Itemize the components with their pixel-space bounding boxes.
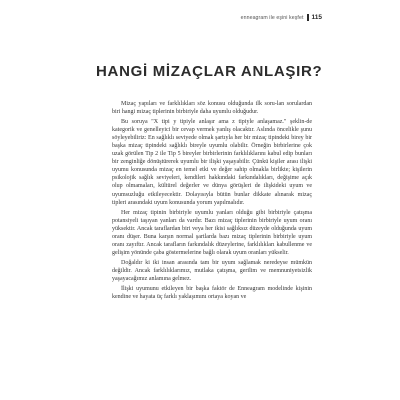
paragraph: İlişki uyumunu etkileyen bir başka faktör de Enneagram modelinde kişinin kendine ve hayata üç farklı yaklaşımını ortaya koyan ve (112, 286, 312, 301)
chapter-title: HANGİ MİZAÇLAR ANLAŞIR? (96, 63, 323, 80)
body-text (112, 100, 312, 303)
paragraph: Bu soruya "X tipi y tipiyle anlaşır ama z tipiyle anlaşamaz." şeklin-de kategorik ve genelleyici bir cevap vermek yanlış olacaktır. Aslında öncelikle şunu söyleyebiliriz: En sağlıklı seviyede olmak şartıyla her bir mizaç tipindeki birey bir başka mizaç tipindeki sağlıklı bireyle uyumlu olabilir. Örneğin birbirlerine çok uzak görülen Tip 2 ile Tip 5 bireyler birbirlerinin farklılıklarını kabul edip bunları bir zenginliğe dönüştürerek uyumlu bir ilişki yaşayabilir. Çünkü kişiler arası ilişki uyumu konusunda mizaç en temel etki ve değer sahip olmakla birlikte; kişilerin psikolojik sağlık seviyeleri, kendileri hakkındaki farkındalıkları, değişime açık olup olmamaları, kültürel değerler ve dünya görüşleri de ilişkideki uyum ve uyumsuzluğu etkileyecektir. Dolayısıyla bütün bunlar dikkate alınarak mizaç tipleri arasındaki uyum konusunda yorum yapılmalıdır. (112, 119, 312, 206)
paragraph: Mizaç yapıları ve farklılıkları söz konusu olduğunda ilk soru-lan sorulardan biri hangi mizaç tiplerinin birbiriyle daha uyumlu olduğudur. (112, 101, 312, 116)
running-header (241, 14, 322, 21)
paragraph: Her mizaç tipinin birbiriyle uyumlu yanları olduğu gibi birbiriyle çatışma potansiyeli taşıyan yanları da vardır. Bazı mizaç tiplerinin birbiriyle uyum oranı yüksektir. Ancak taraflardan biri veya her ikisi sağlıksız düzeyde olduğunda uyum oranı düşer. Buna karşın normal şartlarda bazı mizaç tiplerinin birbiriyle uyum oranı zayıftır. Ancak tarafların farkındalık düzeylerine, farklılıkları kabullenme ve gelişim yönünde çaba göstermelerine bağlı olarak uyum oranları yükselir. (112, 209, 312, 256)
paragraph: Doğaldır ki iki insan arasında tam bir uyum sağlamak neredeyse mümkün değildir. Ancak farklılıklarımız, mutlaka çatışma, gerilim ve memnuniyetsizlik yaşayacağımız anlamına gelmez. (112, 259, 312, 282)
header-divider-bar (307, 14, 309, 21)
running-header-title: enneagram ile eşini keşfet (240, 14, 304, 21)
page-number: 115 (311, 14, 322, 21)
